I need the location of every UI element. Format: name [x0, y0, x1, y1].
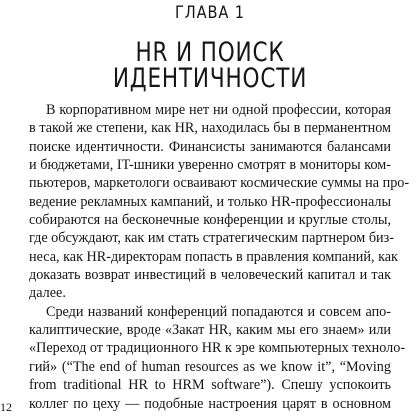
chapter-title-line-1: HR И ПОИСК — [135, 37, 285, 68]
text-line: Среди названий конференций попадаются и совсем апо- — [46, 303, 391, 320]
text-line: гий» (“The end of human resources as we know it”, “Moving — [29, 358, 391, 375]
text-line: from traditional HR to HRM software”). Спешу успокоить — [29, 377, 391, 394]
page-number: 12 — [0, 400, 12, 414]
text-line: пьютеров, маркетологи осваивают космические суммы на про- — [29, 175, 410, 192]
text-line: коллег по цеху — подобные настроения царят в основном — [29, 395, 391, 412]
text-line: калиптические, вроде «Закат HR, каким мы его знаем» или — [29, 322, 391, 339]
text-line: в такой же степени, как HR, находилась бы в перманентном — [29, 120, 391, 137]
text-line: «Переход от традиционного HR к эре компьютерных техноло- — [29, 340, 406, 357]
text-line: далее. — [29, 285, 66, 302]
text-line: неса, как HR-директорам попасть в правления компаний, как — [29, 248, 398, 265]
text-line: поиске идентичности. Финансисты занимаются балансами — [29, 138, 391, 155]
text-line: В корпоративном мире нет ни одной профессии, которая — [46, 102, 391, 118]
text-line: собираются на бесконечные конференции и круглые столы, — [29, 212, 391, 229]
text-line: и бюджетами, IT-шники уверенно смотрят в мониторы ком- — [29, 157, 391, 174]
chapter-title-line-2: ИДЕНТИЧНОСТИ — [112, 63, 308, 94]
paragraph — [29, 101, 410, 303]
text-line: доказать возврат инвестиций в человеческий капитал и так — [29, 267, 391, 284]
text-line: ведение рекламных кампаний, и только HR-профессионалы — [29, 193, 391, 210]
paragraph — [29, 303, 406, 413]
chapter-label: ГЛАВА 1 — [175, 3, 245, 23]
chapter-body — [29, 101, 410, 413]
text-line: где обсуждают, как им стать стратегическим партнером биз- — [29, 230, 394, 247]
